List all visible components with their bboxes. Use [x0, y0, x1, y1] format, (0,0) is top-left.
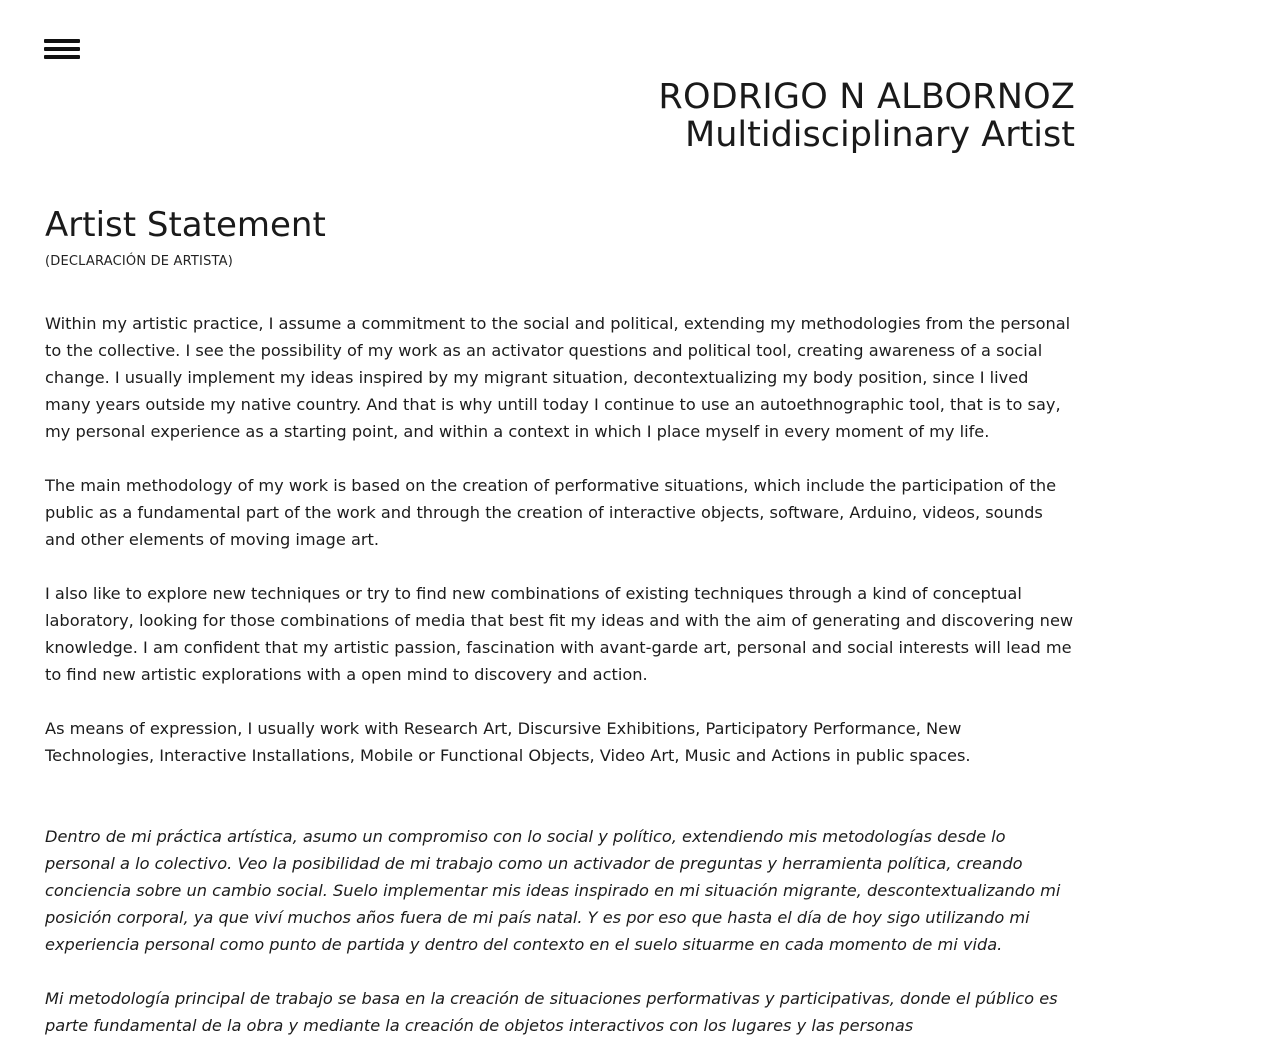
statement-paragraph-en-4: As means of expression, I usually work with Research Art, Discursive Exhibitions, Participatory Performance, New Technologies, Interactive Installations, Mobile or Functional Objects, Video Art, Music and Actions in public spaces. — [45, 719, 971, 765]
statement-paragraph-en-3: I also like to explore new techniques or try to find new combinations of existing techniques through a kind of conceptual laboratory, looking for those combinations of media that best fit my ideas and with the aim of generating and discovering new knowledge. I am confident that my artistic passion, fascination with avant-garde art, personal and social interests will lead me to find new artistic explorations with a open mind to discovery and action. — [45, 584, 1074, 684]
hamburger-menu-icon[interactable] — [44, 39, 80, 61]
statement-paragraph-es-1: Dentro de mi práctica artística, asumo un compromiso con lo social y político, extendiendo mis metodologías desde lo personal a lo colectivo. Veo la posibilidad de mi trabajo como un activador de preguntas y herramienta política, creando conciencia sobre un cambio social. Suelo implementar mis ideas inspirado en mi situación migrante, descontextualizando mi posición corporal, ya que viví muchos años fuera de mi país natal. Y es por eso que hasta el día de hoy sigo utilizando mi experiencia personal como punto de partida y dentro del contexto en el suelo situarme en cada momento de mi vida. — [45, 827, 1061, 954]
menu-line — [44, 39, 80, 43]
page-subtitle: (DECLARACIÓN DE ARTISTA) — [45, 254, 234, 269]
site-name[interactable]: RODRIGO N ALBORNOZ — [658, 77, 1075, 117]
menu-line — [44, 55, 80, 59]
page-title: Artist Statement — [45, 205, 326, 245]
statement-paragraph-es-2: Mi metodología principal de trabajo se basa en la creación de situaciones performativas y participativas, donde el público es parte fundamental de la obra y mediante la creación de objetos interactivos con los lugares y las personas — [45, 989, 1058, 1035]
statement-paragraph-en-2: The main methodology of my work is based on the creation of performative situations, which include the participation of the public as a fundamental part of the work and through the creation of interactive objects, software, Arduino, videos, sounds and other elements of moving image art. — [45, 476, 1057, 549]
site-tagline: Multidisciplinary Artist — [685, 115, 1075, 155]
statement-paragraph-en-1: Within my artistic practice, I assume a commitment to the social and political, extending my methodologies from the personal to the collective. I see the possibility of my work as an activator questions and political tool, creating awareness of a social change. I usually implement my ideas inspired by my migrant situation, decontextualizing my body position, since I lived many years outside my native country. And that is why untill today I continue to use an autoethnographic tool, that is to say, my personal experience as a starting point, and within a context in which I place myself in every moment of my life. — [45, 314, 1071, 441]
main-content — [45, 203, 1075, 1039]
menu-line — [44, 47, 80, 51]
site-header — [658, 78, 1075, 154]
